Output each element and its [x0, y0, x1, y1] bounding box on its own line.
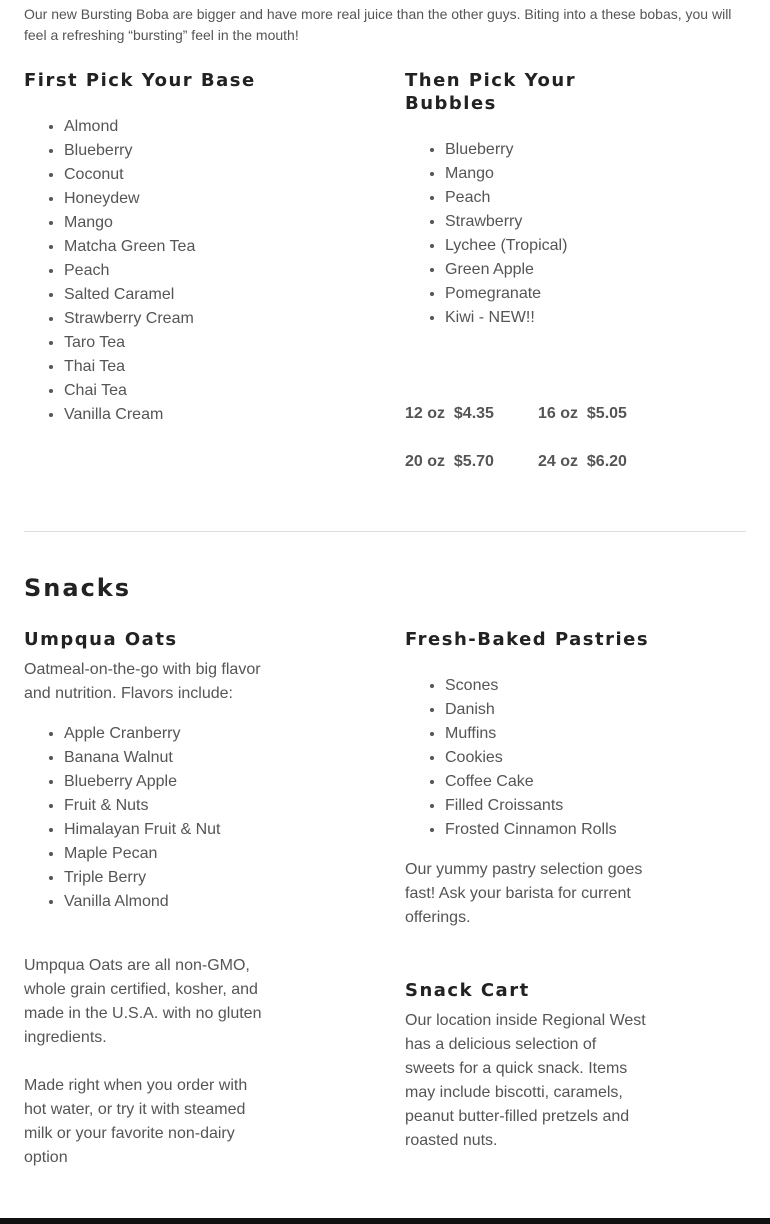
list-item: • Apple Cranberry — [64, 722, 394, 746]
base-list — [24, 115, 394, 427]
list-item: • Blueberry — [64, 139, 394, 163]
size-label: 20 oz — [405, 453, 446, 470]
list-item: • Scones — [445, 674, 765, 698]
price-16oz — [538, 404, 627, 424]
size-label: 24 oz — [538, 453, 579, 470]
bubbles-heading: Then Pick Your Bubbles — [405, 70, 577, 114]
list-item: • Blueberry — [445, 138, 745, 162]
snacks-heading: Snacks — [24, 574, 132, 602]
list-item: • Cookies — [445, 746, 765, 770]
list-item: • Triple Berry — [64, 866, 394, 890]
pastries-heading: Fresh-Baked Pastries — [405, 629, 650, 650]
footer-bar — [0, 1218, 770, 1224]
size-label: 12 oz — [405, 405, 446, 422]
list-item: • Frosted Cinnamon Rolls — [445, 818, 765, 842]
list-item: • Matcha Green Tea — [64, 235, 394, 259]
oats-note-1: Umpqua Oats are all non-GMO, whole grain certified, kosher, and made in the U.S.A. with no gluten ingredients. — [24, 957, 262, 1046]
price-value: $6.20 — [586, 453, 627, 470]
list-item: • Green Apple — [445, 258, 745, 282]
list-item: • Fruit & Nuts — [64, 794, 394, 818]
base-heading: First Pick Your Base — [24, 70, 256, 91]
list-item: • Strawberry — [445, 210, 745, 234]
list-item: • Lychee (Tropical) — [445, 234, 745, 258]
list-item: • Coffee Cake — [445, 770, 765, 794]
snack-cart-text: Our location inside Regional West has a delicious selection of sweets for a quick snack. Items may include biscotti, caramels, peanut butter-filled pretzels and roasted nuts. — [405, 1012, 646, 1149]
price-value: $4.35 — [453, 405, 494, 422]
list-item: • Mango — [64, 211, 394, 235]
oats-list — [24, 722, 394, 914]
section-divider — [24, 531, 746, 532]
list-item: • Peach — [64, 259, 394, 283]
pastries-list — [405, 674, 765, 842]
list-item: • Peach — [445, 186, 745, 210]
price-20oz — [405, 452, 494, 472]
list-item: • Himalayan Fruit & Nut — [64, 818, 394, 842]
oats-intro: Oatmeal-on-the-go with big flavor and nutrition. Flavors include: — [24, 661, 261, 702]
list-item: • Taro Tea — [64, 331, 394, 355]
list-item: • Thai Tea — [64, 355, 394, 379]
price-12oz — [405, 404, 494, 424]
intro-text: Our new Bursting Boba are bigger and have more real juice than the other guys. Biting into a these bobas, you will feel a refreshing “bursting” feel in the mouth! — [24, 6, 732, 43]
list-item: • Mango — [445, 162, 745, 186]
list-item: • Danish — [445, 698, 765, 722]
list-item: • Banana Walnut — [64, 746, 394, 770]
price-value: $5.70 — [453, 453, 494, 470]
list-item: • Salted Caramel — [64, 283, 394, 307]
bubbles-list — [405, 138, 745, 330]
snack-cart-heading: Snack Cart — [405, 980, 530, 1001]
list-item: • Kiwi - NEW!! — [445, 306, 745, 330]
list-item: • Honeydew — [64, 187, 394, 211]
size-label: 16 oz — [538, 405, 579, 422]
list-item: • Vanilla Cream — [64, 403, 394, 427]
oats-note-2: Made right when you order with hot water, or try it with steamed milk or your favorite non-dairy option — [24, 1077, 248, 1166]
list-item: • Pomegranate — [445, 282, 745, 306]
pastries-note: Our yummy pastry selection goes fast! Ask your barista for current offerings. — [405, 861, 643, 926]
list-item: • Blueberry Apple — [64, 770, 394, 794]
list-item: • Muffins — [445, 722, 765, 746]
list-item: • Almond — [64, 115, 394, 139]
oats-heading: Umpqua Oats — [24, 629, 178, 650]
list-item: • Chai Tea — [64, 379, 394, 403]
list-item: • Vanilla Almond — [64, 890, 394, 914]
list-item: • Coconut — [64, 163, 394, 187]
list-item: • Maple Pecan — [64, 842, 394, 866]
list-item: • Filled Croissants — [445, 794, 765, 818]
list-item: • Strawberry Cream — [64, 307, 394, 331]
price-24oz — [538, 452, 627, 472]
price-value: $5.05 — [586, 405, 627, 422]
